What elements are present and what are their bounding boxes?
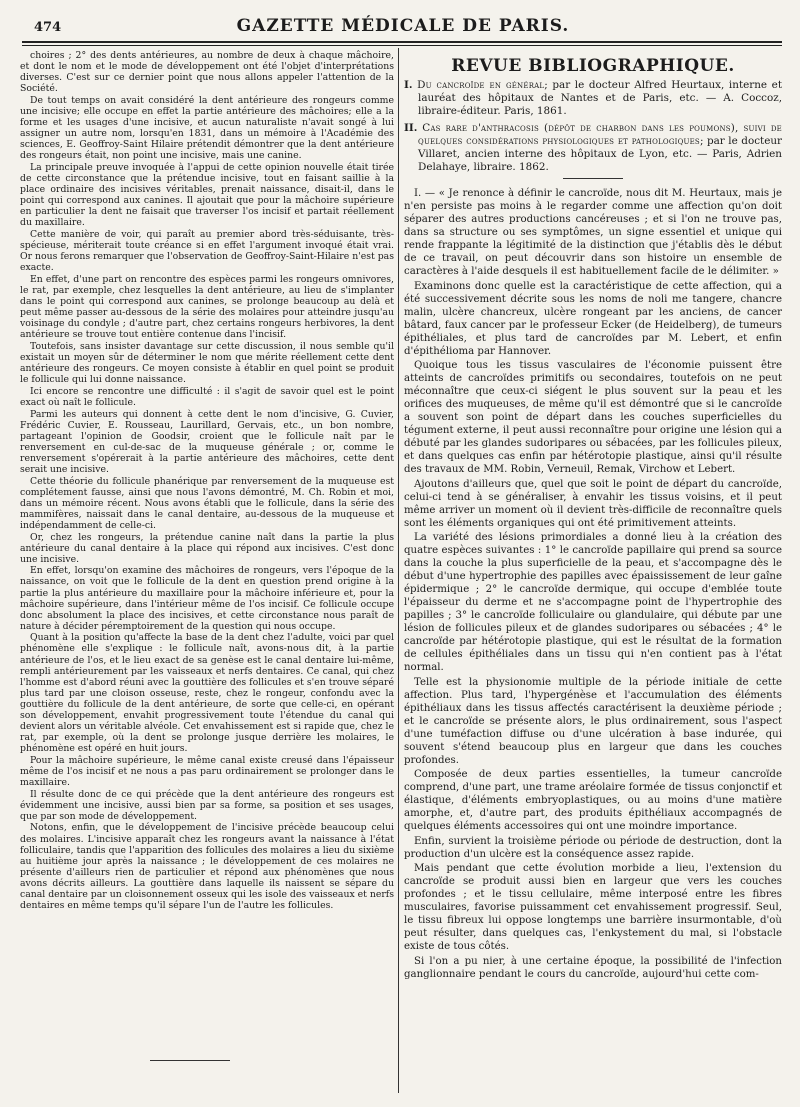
bibliography-entry: [404, 122, 782, 174]
entry-number: I.: [404, 79, 413, 91]
column-end-rule: [150, 1060, 230, 1061]
paragraph: Enfin, survient la troisième période ou période de destruction, dont la production d'un ulcère est la conséquence assez rapide.: [404, 835, 782, 860]
paragraph: La principale preuve invoquée à l'appui de cette opinion nouvelle était tirée de cette circonstance que la prétendue incisive, tout en faisant saillie à la place ordinaire des incisives véritables, prenait naissance, disait-il, dans le point qui correspond aux canines. Il ajoutait que pour la mâchoire supérieure en particulier la dent ne faisait que traverser l'os incisif et partait réellement du maxillaire.: [20, 161, 394, 229]
column-separator: [398, 48, 399, 1093]
header-rule-thin: [22, 45, 782, 46]
paragraph: Or, chez les rongeurs, la prétendue canine naît dans la partie la plus antérieure du canal dentaire à la place qui répond aux incisives. C'est donc une incisive.: [20, 531, 394, 565]
entry-title: Cas rare d'anthracosis (dépôt de charbon dans les poumons), suivi de quelques considérations physiologiques et pathologiques: [418, 122, 782, 147]
paragraph: Mais pendant que cette évolution morbide a lieu, l'extension du cancroïde se produit aussi bien en largeur que vers les couches profondes ; et le tissu cellulaire, même interposé entre les fibres musculaires, favorise puissamment cet envahissement progressif. Seul, le tissu fibreux lui oppose longtemps une barrière insurmontable, d'où peut résulter, dans quelques cas, l'enkystement du mal, si l'obstacle existe de tous côtés.: [404, 863, 782, 952]
paragraph: En effet, lorsqu'on examine des mâchoires de rongeurs, vers l'époque de la naissance, on voit que le follicule de la dent en question prend origine à la partie la plus antérieure du maxillaire pour la mâchoire inférieure et, pour la mâchoire supérieure, dans l'intérieur même de l'os incisif. Ce follicule occupe donc absolument la place des incisives, et cette circonstance nous paraît de nature à décider péremptoirement de la question qui nous occupe.: [20, 565, 394, 632]
page-header: [22, 14, 784, 40]
paragraph: Il résulte donc de ce qui précède que la dent antérieure des rongeurs est évidemment une incisive, aussi bien par sa forme, sa position et ses usages, que par son mode de développement.: [20, 788, 394, 822]
paragraph: choires ; 2° des dents antérieures, au nombre de deux à chaque mâchoire, et dont le nom et le mode de développement ont été l'objet d'interprétations diverses. C'est sur ce dernier point que nous allons appeler l'attention de la Société.: [20, 50, 394, 95]
paragraph: Quoique tous les tissus vasculaires de l'économie puissent être atteints de cancroïdes primitifs ou secondaires, toutefois on ne peut méconnaître que ceux-ci siégent le plus souvent sur la peau et les orifices des muqueuses, de même qu'il est démontré que si le cancroïde a souvent son point de départ dans les couches superficielles du tégument externe, il peut aussi reconnaître pour origine une lésion qui a débuté par les glandes sudoripares ou sébacées, par les follicules pileux, et dans quelques cas enfin par hétérotopie plastique, ainsi qu'il résulte des travaux de MM. Robin, Verneuil, Remak, Virchow et Lebert.: [404, 360, 782, 475]
paragraph: I. — « Je renonce à définir le cancroïde, nous dit M. Heurtaux, mais je n'en persiste pas moins à le regarder comme une affection qu'on doit séparer des autres productions cancéreuses ; et si l'on ne trouve pas, dans sa structure ou ses symptômes, un signe essentiel et unique qui rende frappante la légitimité de la distinction que j'établis dès le début de ce travail, on peut découvrir dans son histoire un ensemble de caractères à l'aide desquels il est habituellement facile de le délimiter. »: [404, 188, 782, 277]
left-column: [20, 50, 394, 1050]
entry-details: ; par le docteur Villaret, ancien interne des hôpitaux de Lyon, etc. — Paris, Adrien Delahaye, libraire. 1862.: [418, 135, 782, 173]
bibliography-divider: [563, 178, 623, 179]
paragraph: Telle est la physionomie multiple de la période initiale de cette affection. Plus tard, l'hypergénèse et l'accumulation des éléments épithéliaux dans les tissus affectés caractérisent la deuxième période ; et le cancroïde se présente alors, le plus ordinairement, sous l'aspect d'une tuméfaction diffuse ou d'une ulcération à base indurée, qui souvent s'étend beaucoup plus en largeur que dans les couches profondes.: [404, 676, 782, 766]
paragraph: En effet, d'une part on rencontre des espèces parmi les rongeurs omnivores, le rat, par exemple, chez lesquelles la dent antérieure, au lieu de s'implanter dans le point qui correspond aux canines, se prolonge beaucoup au delà et peut même passer au-dessous de la série des molaires pour atteindre jusqu'au voisinage du condyle ; d'autre part, chez certains rongeurs herbivores, la dent antérieure se trouve tout entière contenue dans l'incisif.: [20, 273, 394, 341]
paragraph: Cette manière de voir, qui paraît au premier abord très-séduisante, très-spécieuse, mériterait toute créance si en effet l'argument invoqué était vrai. Or nous ferons remarquer que l'observation de Geoffroy-Saint-Hilaire n'est pas exacte.: [20, 229, 394, 274]
page-number: 474: [34, 20, 62, 35]
paragraph: La variété des lésions primordiales a donné lieu à la création des quatre espèces suivantes : 1° le cancroïde papillaire qui prend sa source dans la couche la plus superficielle de la peau, et s'accompagne dès le début d'une hypertrophie des papilles avec épaississement de leur gaîne épidermique ; 2° le cancroïde dermique, qui occupe d'emblée toute l'épaisseur du derme et ne s'accompagne point de l'hypertrophie des papilles ; 3° le cancroïde folliculaire ou glandulaire, qui débute par une lésion de follicules pileux et de glandes sudoripares ou sébacées ; 4° le cancroïde par hétérotopie plastique, qui est le résultat de la formation de cellules épithéliales dans un tissu qui n'en contient pas à l'état normal.: [404, 532, 782, 673]
entry-title: Du cancroïde en général: [417, 79, 545, 91]
paragraph: De tout temps on avait considéré la dent antérieure des rongeurs comme une incisive; elle occupe en effet la partie antérieure des mâchoires; elle a la forme et les usages d'une incisive, et aucun naturaliste n'avait songé à lui assigner un autre nom, lorsqu'en 1831, dans un mémoire à l'Académie des sciences, E. Geoffroy-Saint Hilaire prétendit démontrer que la dent antérieure des rongeurs était, non point une incisive, mais une canine.: [20, 94, 394, 162]
paragraph: Ici encore se rencontre une difficulté : il s'agit de savoir quel est le point exact où naît le follicule.: [20, 385, 394, 408]
paragraph: Notons, enfin, que le développement de l'incisive précède beaucoup celui des molaires. L'incisive apparaît chez les rongeurs avant la naissance à l'état folliculaire, tandis que l'apparition des follicules des molaires a lieu du sixième au huitième jour après la naissance ; le développement de ces molaires ne présente d'ailleurs rien de particulier et répond aux phénomènes que nous avons décrits ailleurs. La gouttière dans laquelle ils naissent se sépare du canal dentaire par un cloisonnement osseux qui les isole des vaisseaux et nerfs dentaires en même temps qu'il sépare l'un de l'autre les follicules.: [20, 822, 394, 912]
entry-details: ; par le docteur Alfred Heurtaux, interne et lauréat des hôpitaux de Nantes et de Paris, etc. — A. Coccoz, libraire-éditeur. Paris, 1861.: [418, 79, 782, 117]
paragraph: Cette théorie du follicule phanérique par renversement de la muqueuse est complétement fausse, ainsi que nous l'avons démontré, M. Ch. Robin et moi, dans un mémoire récent. Nous avons établi que le follicule, dans la série des mammifères, naissait dans le canal dentaire, au-dessous de la muqueuse et indépendamment de celle-ci.: [20, 475, 394, 531]
section-title: REVUE BIBLIOGRAPHIQUE.: [451, 56, 735, 76]
paragraph: Si l'on a pu nier, à une certaine époque, la possibilité de l'infection ganglionnaire pendant le cours du cancroïde, aujourd'hui cette com-: [404, 955, 782, 980]
paragraph: Pour la mâchoire supérieure, le même canal existe creusé dans l'épaisseur même de l'os incisif et ne nous a pas paru ordinairement se prolonger dans le maxillaire.: [20, 754, 394, 789]
header-rule: [22, 41, 782, 43]
paragraph: Toutefois, sans insister davantage sur cette discussion, il nous semble qu'il existait un moyen sûr de déterminer le nom que mérite réellement cette dent antérieure des rongeurs. Ce moyen consiste à établir en quel point se produit le follicule qui lui donne naissance.: [20, 340, 394, 386]
entry-number: II.: [404, 122, 418, 134]
paragraph: Examinons donc quelle est la caractéristique de cette affection, qui a été successivement décrite sous les noms de noli me tangere, chancre malin, ulcère chancreux, ulcère rongeant par les anciens, de cancer bâtard, faux cancer par le professeur Ecker (de Heidelberg), de tumeurs épithéliales, et plus tard de cancroïdes par M. Lebert, et enfin d'épithélioma par Hannover.: [404, 280, 782, 357]
journal-title: GAZETTE MÉDICALE DE PARIS.: [236, 16, 570, 36]
bibliography-entry: [404, 79, 782, 118]
paragraph: Quant à la position qu'affecte la base de la dent chez l'adulte, voici par quel phénomène elle s'explique : le follicule naît, avons-nous dit, à la partie antérieure de l'os, et le lieu exact de sa genèse est le canal dentaire lui-même, rempli antérieurement par les vaisseaux et nerfs dentaires. Ce canal, qui chez l'homme est d'abord réuni avec la gouttière des follicules et s'en trouve séparé plus tard par une cloison osseuse, reste, chez le rongeur, confondu avec la gouttière du follicule de la dent antérieure, de sorte que celle-ci, en opérant son développement, envahit progressivement toute l'étendue du canal qui devient alors un véritable alvéole. Cet envahissement est si rapide que, chez le rat, par exemple, où la dent se prolonge jusque derrière les molaires, le phénomène est opéré en huit jours.: [20, 632, 394, 755]
paragraph: Composée de deux parties essentielles, la tumeur cancroïde comprend, d'une part, une trame aréolaire formée de tissus conjonctif et élastique, d'éléments embryoplastiques, ou au moins d'une matière amorphe, et, d'autre part, des produits épithéliaux accompagnés de quelques éléments accessoires qui ont une moindre importance.: [404, 769, 782, 832]
paragraph: Ajoutons d'ailleurs que, quel que soit le point de départ du cancroïde, celui-ci tend à se généraliser, à envahir les tissus voisins, et il peut même arriver un moment où il devient très-difficile de reconnaître quels sont les éléments organiques qui ont été primitivement atteints.: [404, 478, 782, 529]
right-column: [404, 50, 782, 1095]
paragraph: Parmi les auteurs qui donnent à cette dent le nom d'incisive, G. Cuvier, Frédéric Cuvier, E. Rousseau, Laurillard, Gervais, etc., un bon nombre, partageant l'opinion de Goodsir, croient que le follicule naît par le renversement en cul-de-sac de la muqueuse générale ; or, comme le renversement s'opérerait à la partie antérieure des mâchoires, cette dent serait une incisive.: [20, 408, 394, 475]
